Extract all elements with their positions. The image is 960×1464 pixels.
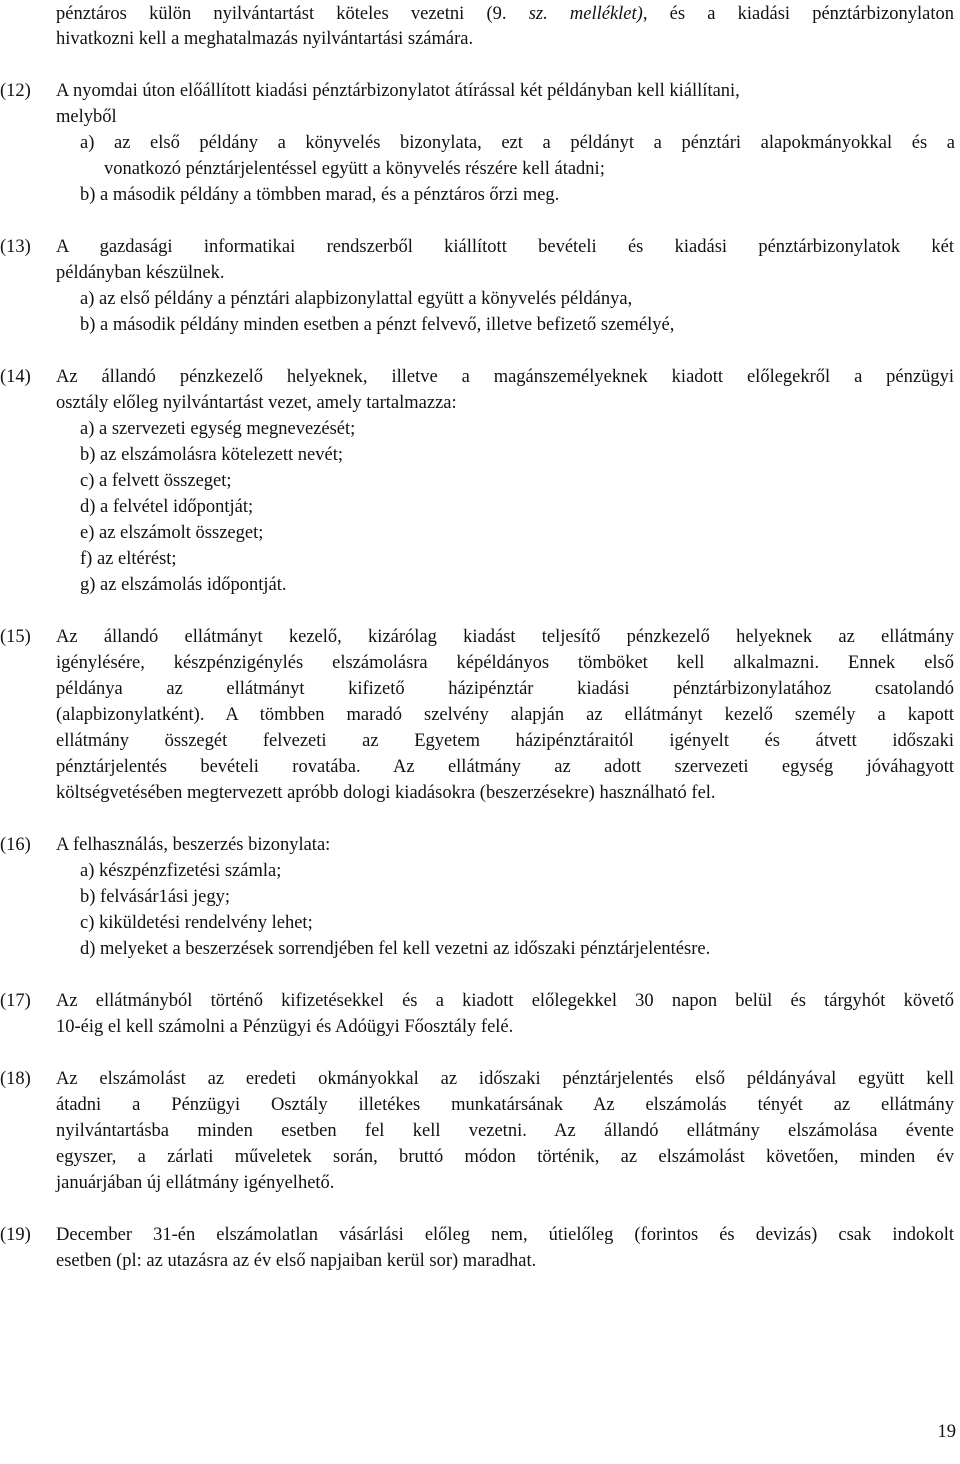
- list-item: b) az elszámolásra kötelezett nevét;: [80, 445, 343, 465]
- p15-line: ellátmány összegét felvezeti az Egyetem házipénztáraitól igényelt és átvett időszaki: [56, 731, 954, 751]
- p15-line: Az állandó ellátmányt kezelő, kizárólag kiadást teljesítő pénzkezelő helyeknek az ellátmány: [56, 627, 954, 647]
- intro-italic-ref: sz. melléklet): [528, 4, 643, 24]
- p12-line-2: melyből: [56, 107, 117, 127]
- paragraph-number: (13): [0, 237, 31, 257]
- paragraph-number: (12): [0, 81, 31, 101]
- paragraph-number: (16): [0, 835, 31, 855]
- paragraph-number: (17): [0, 991, 31, 1011]
- p15-line: igénylésére, készpénzigénylés elszámolásra képéldányos tömböket kell alkalmazni. Ennek első: [56, 653, 954, 673]
- list-item: d) melyeket a beszerzések sorrendjében fel kell vezetni az időszaki pénztárjelentésre.: [80, 939, 711, 959]
- p13-item-b: b) a második példány minden esetben a pénzt felvevő, illetve befizető személyé,: [80, 315, 675, 335]
- p18-line: nyilvántartásba minden esetben fel kell vezetni. Az állandó ellátmány elszámolása évente: [56, 1121, 954, 1141]
- paragraph-number: (14): [0, 367, 31, 387]
- list-item: a) a szervezeti egység megnevezését;: [80, 419, 356, 439]
- p12-item-b: b) a második példány a tömbben marad, és a pénztáros őrzi meg.: [80, 185, 560, 205]
- p13-line-2: példányban készülnek.: [56, 263, 225, 283]
- p18-line: egyszer, a zárlati műveletek során, bruttó módon történik, az elszámolást követően, minden év: [56, 1147, 954, 1167]
- list-item: b) felvásár1ási jegy;: [80, 887, 230, 907]
- intro-text-tail: , és a kiadási pénztárbizonylaton: [642, 4, 954, 24]
- p18-line: átadni a Pénzügyi Osztály illetékes munkatársának Az elszámolás tényét az ellátmány: [56, 1095, 954, 1115]
- intro-line-2: hivatkozni kell a meghatalmazás nyilvántartási számára.: [56, 29, 474, 49]
- intro-text: pénztáros külön nyilvántartást köteles vezetni (9.: [56, 4, 529, 24]
- list-item: g) az elszámolás időpontját.: [80, 575, 287, 595]
- list-item: c) kiküldetési rendelvény lehet;: [80, 913, 313, 933]
- p17-line: Az ellátmányból történő kifizetésekkel és a kiadott előlegekkel 30 napon belül és tárgyhót követő: [56, 991, 954, 1011]
- p15-line: költségvetésében megtervezett apróbb dologi kiadásokra (beszerzésekre) használható fel.: [56, 783, 716, 803]
- page-number: 19: [937, 1422, 956, 1442]
- p13-line-1: A gazdasági informatikai rendszerből kiállított bevételi és kiadási pénztárbizonylatok két: [56, 237, 954, 257]
- paragraph-number: (19): [0, 1225, 31, 1245]
- p15-line: példánya az ellátmányt kifizető házipénztár kiadási pénztárbizonylatához csatolandó: [56, 679, 954, 699]
- list-item: a) készpénzfizetési számla;: [80, 861, 282, 881]
- p14-line-2: osztály előleg nyilvántartást vezet, amely tartalmazza:: [56, 393, 457, 413]
- p18-line: januárjában új ellátmány igényelhető.: [56, 1173, 335, 1193]
- p12-item-a-cont: vonatkozó pénztárjelentéssel együtt a könyvelés részére kell átadni;: [104, 159, 605, 179]
- p12-item-a: a) az első példány a könyvelés bizonylata, ezt a példányt a pénztári alapokmányokkal és a: [80, 133, 955, 153]
- list-item: f) az eltérést;: [80, 549, 177, 569]
- p18-line: Az elszámolást az eredeti okmányokkal az időszaki pénztárjelentés első példányával együtt kell: [56, 1069, 954, 1089]
- list-item: c) a felvett összeget;: [80, 471, 232, 491]
- p14-line-1: Az állandó pénzkezelő helyeknek, illetve a magánszemélyeknek kiadott előlegekről a pénzügyi: [56, 367, 954, 387]
- list-item: e) az elszámolt összeget;: [80, 523, 264, 543]
- p17-line: 10-éig el kell számolni a Pénzügyi és Adóügyi Főosztály felé.: [56, 1017, 514, 1037]
- list-item: d) a felvétel időpontját;: [80, 497, 254, 517]
- p19-line: esetben (pl: az utazásra az év első napjaiban kerül sor) maradhat.: [56, 1251, 537, 1271]
- p19-line: December 31-én elszámolatlan vásárlási előleg nem, útielőleg (forintos és devizás) csak indokolt: [56, 1225, 954, 1245]
- paragraph-number: (15): [0, 627, 31, 647]
- p16-line-1: A felhasználás, beszerzés bizonylata:: [56, 835, 331, 855]
- p15-line: pénztárjelentés bevételi rovatába. Az ellátmány az adott szervezeti egység jóváhagyott: [56, 757, 954, 777]
- p13-item-a: a) az első példány a pénztári alapbizonylattal együtt a könyvelés példánya,: [80, 289, 633, 309]
- p15-line: (alapbizonylatként). A tömbben maradó szelvény alapján az ellátmányt kezelő személy a kapott: [56, 705, 954, 725]
- p12-line-1: A nyomdai úton előállított kiadási pénztárbizonylatot átírással két példányban kell kiállítani,: [56, 81, 740, 101]
- paragraph-number: (18): [0, 1069, 31, 1089]
